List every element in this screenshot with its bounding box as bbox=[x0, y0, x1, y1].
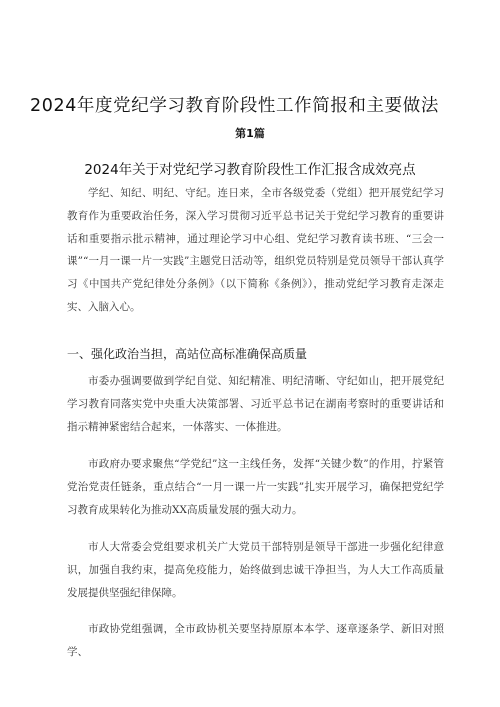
section-heading: 一、强化政治当担，高站位高标准确保高质量 bbox=[67, 347, 308, 361]
body-paragraph: 市人大常委会党组要求机关广大党员干部特别是领导干部进一步强化纪律意识，加强自我约束，提高免疫能力，始终做到忠诚干净担当，为人大工作高质量发展提供坚强纪律保障。 bbox=[67, 541, 444, 599]
body-paragraph: 市委办强调要做到学纪自觉、知纪精准、明纪清晰、守纪如山，把开展党纪学习教育同落实党中央重大决策部署、习近平总书记在湖南考察时的重要讲话和指示精神紧密结合起来，一体落实、一体推进。 bbox=[67, 375, 444, 433]
body-paragraph: 市政协党组强调，全市政协机关要坚持原原本本学、逐章逐条学、新旧对照学、 bbox=[67, 623, 444, 658]
intro-paragraph: 学纪、知纪、明纪、守纪。连日来，全市各级党委（党组）把开展党纪学习教育作为重要政治任务，深入学习贯彻习近平总书记关于党纪学习教育的重要讲话和重要指示批示精神，通过理论学习中心组、党纪学习教育读书班、“三会一课”“一月一课一片一实践”主题党日活动等，组织党员特别是党员领导干部认真学习《中国共产党纪律处分条例》（以下简称《条例》），推动党纪学习教育走深走实、入脑入心。 bbox=[67, 187, 444, 313]
part-label: 第1篇 bbox=[235, 127, 265, 140]
body-paragraph: 市政府办要求聚焦“学党纪”这一主线任务，发挥“关键少数”的作用，拧紧管党治党责任链条，重点结合“一月一课一片一实践”扎实开展学习，确保把党纪学习教育成果转化为推动XX高质量发展的强大动力。 bbox=[67, 458, 444, 516]
document-title: 2024年度党纪学习教育阶段性工作简报和主要做法 bbox=[30, 96, 439, 116]
article-title: 2024年关于对党纪学习教育阶段性工作汇报含成效亮点 bbox=[84, 162, 416, 178]
